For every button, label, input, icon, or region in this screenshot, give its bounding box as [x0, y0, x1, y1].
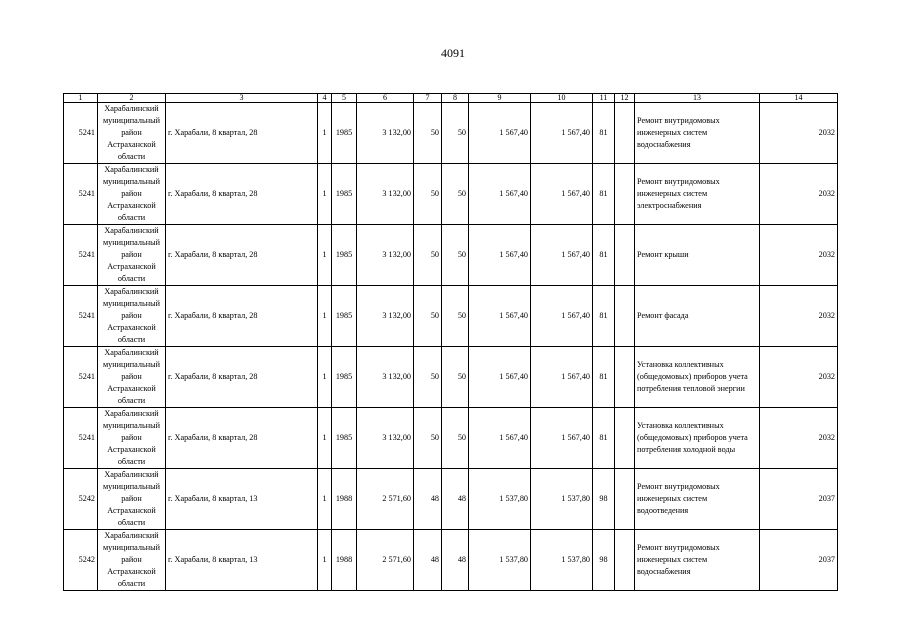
column-10-cell: 1 567,40	[531, 164, 593, 225]
area-cell: 2 571,60	[357, 469, 414, 530]
column-8-cell: 50	[442, 286, 469, 347]
work-type-cell: Ремонт внутридомовых инженерных систем водоснабжения	[635, 530, 760, 591]
column-12-cell	[615, 347, 635, 408]
municipality-cell: Харабалинский муниципальный район Астраханской области	[98, 469, 166, 530]
work-type-cell: Ремонт фасада	[635, 286, 760, 347]
column-8-cell: 50	[442, 408, 469, 469]
column-8-cell: 50	[442, 164, 469, 225]
column-7-cell: 50	[414, 164, 442, 225]
area-cell: 3 132,00	[357, 408, 414, 469]
column-7-cell: 50	[414, 103, 442, 164]
column-10-cell: 1 537,80	[531, 530, 593, 591]
address-cell: г. Харабали, 8 квартал, 28	[166, 347, 318, 408]
column-11-cell: 81	[593, 225, 615, 286]
year-cell: 1988	[332, 530, 357, 591]
row-id: 5241	[64, 286, 98, 347]
work-type-cell: Ремонт внутридомовых инженерных систем водоснабжения	[635, 103, 760, 164]
work-type-cell: Ремонт крыши	[635, 225, 760, 286]
column-header: 11	[593, 94, 615, 103]
column-9-cell: 1 537,80	[469, 469, 531, 530]
column-12-cell	[615, 225, 635, 286]
column-header: 4	[318, 94, 332, 103]
column-header: 13	[635, 94, 760, 103]
column-8-cell: 48	[442, 469, 469, 530]
column-8-cell: 50	[442, 347, 469, 408]
column-header: 1	[64, 94, 98, 103]
planned-year-cell: 2032	[760, 347, 838, 408]
municipality-cell: Харабалинский муниципальный район Астраханской области	[98, 103, 166, 164]
planned-year-cell: 2032	[760, 225, 838, 286]
area-cell: 3 132,00	[357, 103, 414, 164]
column-7-cell: 50	[414, 347, 442, 408]
table-row	[64, 408, 838, 469]
column-header: 14	[760, 94, 838, 103]
column-7-cell: 50	[414, 408, 442, 469]
row-id: 5241	[64, 103, 98, 164]
planned-year-cell: 2037	[760, 530, 838, 591]
row-id: 5241	[64, 225, 98, 286]
municipality-cell: Харабалинский муниципальный район Астраханской области	[98, 347, 166, 408]
address-cell: г. Харабали, 8 квартал, 13	[166, 469, 318, 530]
column-12-cell	[615, 469, 635, 530]
column-7-cell: 48	[414, 469, 442, 530]
planned-year-cell: 2032	[760, 286, 838, 347]
column-11-cell: 81	[593, 103, 615, 164]
year-cell: 1985	[332, 225, 357, 286]
column-header: 10	[531, 94, 593, 103]
column-7-cell: 50	[414, 225, 442, 286]
column-11-cell: 81	[593, 164, 615, 225]
column-4-cell: 1	[318, 469, 332, 530]
table-row	[64, 286, 838, 347]
address-cell: г. Харабали, 8 квартал, 13	[166, 530, 318, 591]
page-number: 4091	[441, 46, 465, 60]
column-11-cell: 81	[593, 347, 615, 408]
planned-year-cell: 2037	[760, 469, 838, 530]
table-row	[64, 469, 838, 530]
year-cell: 1988	[332, 469, 357, 530]
table-row	[64, 103, 838, 164]
column-4-cell: 1	[318, 286, 332, 347]
year-cell: 1985	[332, 103, 357, 164]
column-10-cell: 1 567,40	[531, 347, 593, 408]
table-body	[64, 103, 838, 591]
column-header: 5	[332, 94, 357, 103]
column-9-cell: 1 567,40	[469, 408, 531, 469]
municipality-cell: Харабалинский муниципальный район Астраханской области	[98, 530, 166, 591]
column-10-cell: 1 567,40	[531, 103, 593, 164]
column-header: 7	[414, 94, 442, 103]
column-12-cell	[615, 103, 635, 164]
row-id: 5242	[64, 469, 98, 530]
work-type-cell: Ремонт внутридомовых инженерных систем электроснабжения	[635, 164, 760, 225]
column-9-cell: 1 567,40	[469, 164, 531, 225]
column-4-cell: 1	[318, 347, 332, 408]
column-header: 8	[442, 94, 469, 103]
address-cell: г. Харабали, 8 квартал, 28	[166, 408, 318, 469]
year-cell: 1985	[332, 286, 357, 347]
column-12-cell	[615, 530, 635, 591]
year-cell: 1985	[332, 347, 357, 408]
row-id: 5241	[64, 408, 98, 469]
work-type-cell: Установка коллективных (общедомовых) приборов учета потребления холодной воды	[635, 408, 760, 469]
table-row	[64, 164, 838, 225]
column-header: 9	[469, 94, 531, 103]
column-12-cell	[615, 408, 635, 469]
area-cell: 3 132,00	[357, 164, 414, 225]
area-cell: 3 132,00	[357, 225, 414, 286]
row-id: 5241	[64, 347, 98, 408]
row-id: 5242	[64, 530, 98, 591]
address-cell: г. Харабали, 8 квартал, 28	[166, 286, 318, 347]
column-12-cell	[615, 286, 635, 347]
column-4-cell: 1	[318, 164, 332, 225]
column-11-cell: 98	[593, 530, 615, 591]
column-8-cell: 48	[442, 530, 469, 591]
area-cell: 3 132,00	[357, 286, 414, 347]
column-10-cell: 1 567,40	[531, 225, 593, 286]
column-8-cell: 50	[442, 225, 469, 286]
column-10-cell: 1 537,80	[531, 469, 593, 530]
work-type-cell: Ремонт внутридомовых инженерных систем водоотведения	[635, 469, 760, 530]
column-number-row	[64, 94, 838, 103]
address-cell: г. Харабали, 8 квартал, 28	[166, 164, 318, 225]
column-9-cell: 1 567,40	[469, 225, 531, 286]
column-4-cell: 1	[318, 103, 332, 164]
address-cell: г. Харабали, 8 квартал, 28	[166, 225, 318, 286]
table-row	[64, 225, 838, 286]
column-9-cell: 1 567,40	[469, 103, 531, 164]
address-cell: г. Харабали, 8 квартал, 28	[166, 103, 318, 164]
column-7-cell: 48	[414, 530, 442, 591]
column-4-cell: 1	[318, 530, 332, 591]
column-11-cell: 98	[593, 469, 615, 530]
planned-year-cell: 2032	[760, 164, 838, 225]
municipality-cell: Харабалинский муниципальный район Астраханской области	[98, 408, 166, 469]
column-12-cell	[615, 164, 635, 225]
work-type-cell: Установка коллективных (общедомовых) приборов учета потребления тепловой энергии	[635, 347, 760, 408]
municipality-cell: Харабалинский муниципальный район Астраханской области	[98, 286, 166, 347]
column-header: 3	[166, 94, 318, 103]
column-11-cell: 81	[593, 408, 615, 469]
column-9-cell: 1 537,80	[469, 530, 531, 591]
year-cell: 1985	[332, 164, 357, 225]
column-4-cell: 1	[318, 408, 332, 469]
capital-repair-table	[63, 93, 838, 591]
area-cell: 2 571,60	[357, 530, 414, 591]
table-row	[64, 347, 838, 408]
column-11-cell: 81	[593, 286, 615, 347]
column-9-cell: 1 567,40	[469, 286, 531, 347]
column-7-cell: 50	[414, 286, 442, 347]
column-header: 6	[357, 94, 414, 103]
row-id: 5241	[64, 164, 98, 225]
column-8-cell: 50	[442, 103, 469, 164]
column-10-cell: 1 567,40	[531, 286, 593, 347]
column-4-cell: 1	[318, 225, 332, 286]
municipality-cell: Харабалинский муниципальный район Астраханской области	[98, 225, 166, 286]
planned-year-cell: 2032	[760, 408, 838, 469]
planned-year-cell: 2032	[760, 103, 838, 164]
table-row	[64, 530, 838, 591]
area-cell: 3 132,00	[357, 347, 414, 408]
column-header: 2	[98, 94, 166, 103]
column-header: 12	[615, 94, 635, 103]
municipality-cell: Харабалинский муниципальный район Астраханской области	[98, 164, 166, 225]
column-9-cell: 1 567,40	[469, 347, 531, 408]
column-10-cell: 1 567,40	[531, 408, 593, 469]
year-cell: 1985	[332, 408, 357, 469]
